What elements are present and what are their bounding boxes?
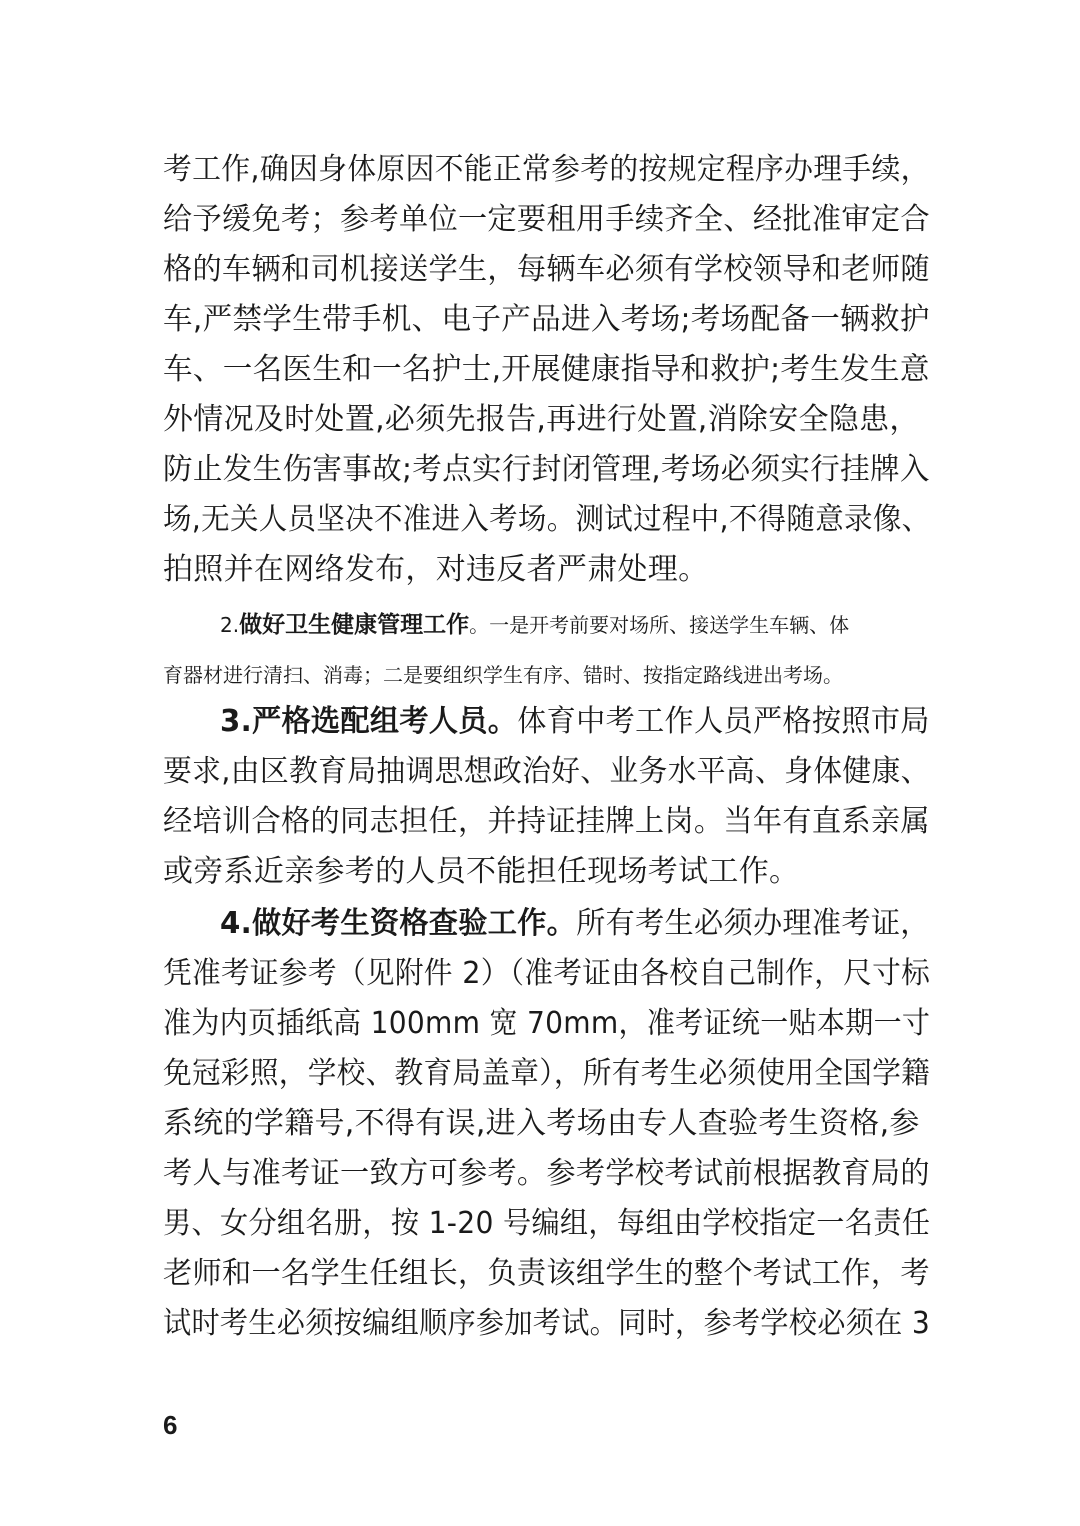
text-line: 凭准考证参考（见附件 2）（准考证由各校自己制作，尺寸标 [163,956,931,991]
text-line: 老师和一名学生任组长，负责该组学生的整个考试工作，考 [163,1256,930,1291]
text-line: 防止发生伤害事故;考点实行封闭管理,考场必须实行挂牌入 [163,452,930,487]
text-line: 要求,由区教育局抽调思想政治好、业务水平高、身体健康、 [163,754,930,789]
paragraph-4-heading: 4.做好考生资格查验工作。 [220,906,577,941]
page-number: 6 [163,1410,178,1440]
text-line: 免冠彩照，学校、教育局盖章），所有考生必须使用全国学籍 [163,1056,931,1091]
text-line: 场,无关人员坚决不准进入考场。测试过程中,不得随意录像、 [163,502,931,537]
text-line: 拍照并在网络发布，对违反者严肃处理。 [163,552,709,587]
text-line: 考人与准考证一致方可参考。参考学校考试前根据教育局的 [163,1156,930,1191]
text-line: 车、一名医生和一名护士,开展健康指导和救护;考生发生意 [163,352,930,387]
text-line: 给予缓免考；参考单位一定要租用手续齐全、经批准审定合 [163,202,930,237]
paragraph-3-text: 体育中考工作人员严格按照市局 [517,704,930,739]
text-line: 系统的学籍号,不得有误,进入考场由专人查验考生资格,参 [163,1106,920,1141]
text-line: 育器材进行清扫、消毒；二是要组织学生有序、错时、按指定路线进出考场。 [163,663,843,687]
text-line [220,906,930,942]
text-line: 格的车辆和司机接送学生，每辆车必须有学校领导和老师随 [163,252,930,287]
text-line: 考工作,确因身体原因不能正常参考的按规定程序办理手续， [163,152,930,187]
text-line: 经培训合格的同志担任，并持证挂牌上岗。当年有直系亲属 [163,804,930,839]
text-line: 准为内页插纸高 100mm 宽 70mm，准考证统一贴本期一寸 [163,1006,931,1041]
paragraph-2-number: 2. [220,613,240,637]
paragraph-2-text: 。一是开考前要对场所、接送学生车辆、体 [469,613,850,637]
text-line: 外情况及时处置,必须先报告,再进行处置,消除安全隐患， [163,402,920,437]
text-line [220,612,849,638]
text-line: 或旁系近亲参考的人员不能担任现场考试工作。 [163,854,800,889]
text-line [220,704,930,740]
paragraph-3-heading: 3.严格选配组考人员。 [220,704,518,739]
paragraph-2-heading: 做好卫生健康管理工作 [239,612,470,638]
text-line: 试时考生必须按编组顺序参加考试。同时，参考学校必须在 3 [163,1306,931,1341]
paragraph-4-text: 所有考生必须办理准考证， [576,906,930,941]
text-line: 车,严禁学生带手机、电子产品进入考场;考场配备一辆救护 [163,302,930,337]
text-line: 男、女分组名册，按 1-20 号编组，每组由学校指定一名责任 [163,1206,931,1241]
